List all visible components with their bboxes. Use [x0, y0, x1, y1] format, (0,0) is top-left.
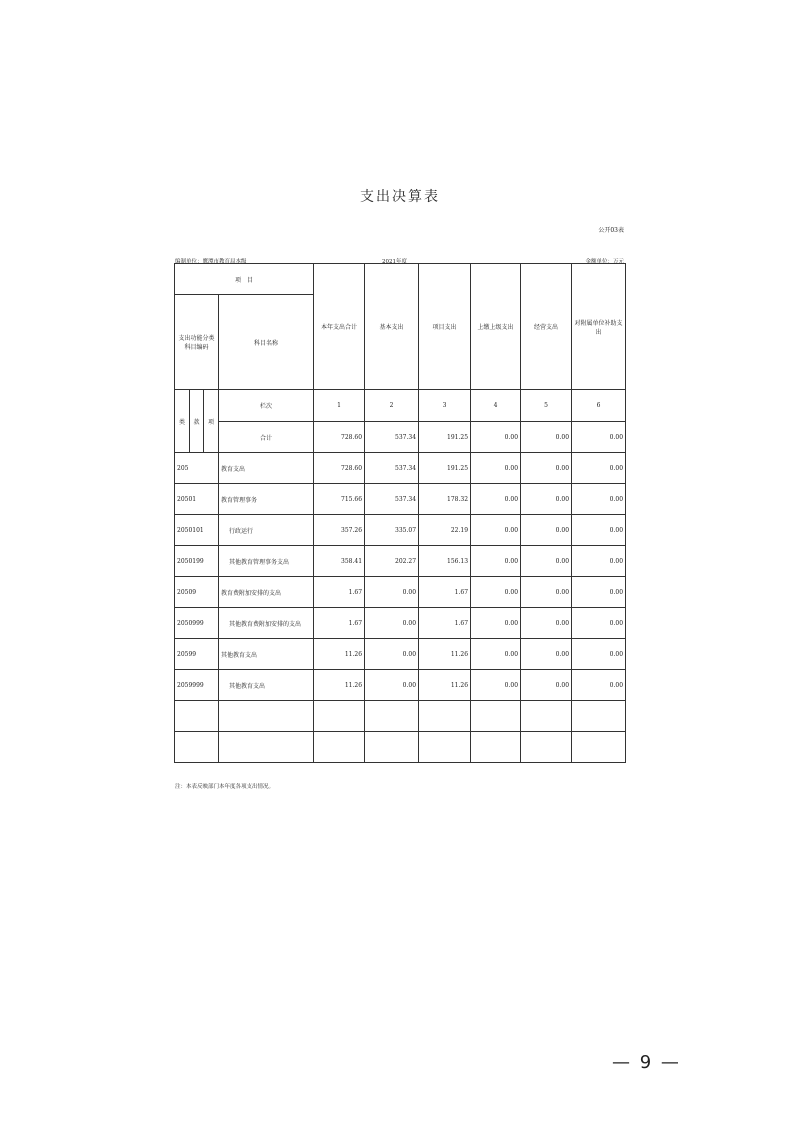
row-subsidy: 0.00	[572, 577, 626, 608]
empty-row	[175, 701, 626, 732]
row-upper: 0.00	[471, 484, 521, 515]
total-label: 合计	[219, 422, 314, 453]
fiscal-year: 2021年度	[382, 259, 407, 265]
page-number: — 9 —	[612, 1052, 681, 1073]
row-basic: 537.34	[365, 484, 419, 515]
row-subsidy: 0.00	[572, 546, 626, 577]
empty-cell	[572, 732, 626, 763]
row-code: 2050101	[175, 515, 219, 546]
money-unit: 金额单位：万元	[585, 259, 624, 265]
row-name: 教育支出	[219, 453, 314, 484]
row-upper: 0.00	[471, 453, 521, 484]
col-number-5: 5	[521, 390, 572, 422]
table-row	[175, 577, 626, 608]
row-project: 22.19	[419, 515, 471, 546]
header-total: 本年支出合计	[314, 264, 365, 390]
form-number: 公开03表	[598, 227, 624, 234]
header-basic: 基本支出	[365, 264, 419, 390]
empty-cell	[521, 732, 572, 763]
empty-cell	[175, 701, 219, 732]
row-business: 0.00	[521, 484, 572, 515]
row-total: 728.60	[314, 453, 365, 484]
header-lei: 类	[175, 390, 190, 453]
row-business: 0.00	[521, 608, 572, 639]
row-project: 178.32	[419, 484, 471, 515]
header-code: 支出功能分类科目编码	[175, 295, 219, 390]
header-kuan: 款	[190, 390, 204, 453]
empty-cell	[572, 701, 626, 732]
empty-cell	[314, 701, 365, 732]
empty-cell	[471, 701, 521, 732]
row-name: 行政运行	[219, 515, 314, 546]
row-name: 其他教育支出	[219, 670, 314, 701]
row-project: 1.67	[419, 608, 471, 639]
page-title: 支出决算表	[360, 189, 440, 205]
header-row-lanci	[175, 390, 626, 422]
empty-cell	[419, 732, 471, 763]
empty-cell	[521, 701, 572, 732]
header-business: 经营支出	[521, 264, 572, 390]
row-basic: 0.00	[365, 608, 419, 639]
empty-cell	[419, 701, 471, 732]
row-basic: 537.34	[365, 453, 419, 484]
row-business: 0.00	[521, 546, 572, 577]
row-code: 205	[175, 453, 219, 484]
row-project: 191.25	[419, 453, 471, 484]
row-upper: 0.00	[471, 639, 521, 670]
header-project-expense: 项目支出	[419, 264, 471, 390]
empty-cell	[365, 701, 419, 732]
row-name: 其他教育费附加安排的支出	[219, 608, 314, 639]
row-upper: 0.00	[471, 515, 521, 546]
row-total: 11.26	[314, 639, 365, 670]
row-code: 20501	[175, 484, 219, 515]
empty-cell	[175, 732, 219, 763]
total-subsidy: 0.00	[572, 422, 626, 453]
row-business: 0.00	[521, 577, 572, 608]
row-basic: 202.27	[365, 546, 419, 577]
total-basic: 537.34	[365, 422, 419, 453]
header-name: 科目名称	[219, 295, 314, 390]
empty-cell	[471, 732, 521, 763]
table-row	[175, 546, 626, 577]
row-total: 358.41	[314, 546, 365, 577]
row-subsidy: 0.00	[572, 608, 626, 639]
empty-cell	[219, 732, 314, 763]
row-project: 156.13	[419, 546, 471, 577]
header-xiang: 项	[204, 390, 219, 453]
row-code: 2050199	[175, 546, 219, 577]
col-number-2: 2	[365, 390, 419, 422]
row-subsidy: 0.00	[572, 484, 626, 515]
header-lanci: 栏次	[219, 390, 314, 422]
row-basic: 0.00	[365, 670, 419, 701]
row-code: 20509	[175, 577, 219, 608]
row-subsidy: 0.00	[572, 453, 626, 484]
row-basic: 0.00	[365, 639, 419, 670]
row-name: 其他教育支出	[219, 639, 314, 670]
col-number-3: 3	[419, 390, 471, 422]
row-total: 715.66	[314, 484, 365, 515]
header-row-project	[175, 264, 626, 295]
expenditure-table	[174, 263, 626, 763]
row-subsidy: 0.00	[572, 670, 626, 701]
row-name: 教育管理事务	[219, 484, 314, 515]
row-subsidy: 0.00	[572, 515, 626, 546]
table-row	[175, 639, 626, 670]
row-name: 教育费附加安排的支出	[219, 577, 314, 608]
row-basic: 0.00	[365, 577, 419, 608]
table-row	[175, 515, 626, 546]
table-row	[175, 453, 626, 484]
row-total: 357.26	[314, 515, 365, 546]
header-project: 项 目	[175, 264, 314, 295]
row-business: 0.00	[521, 515, 572, 546]
table-row	[175, 484, 626, 515]
row-name: 其他教育管理事务支出	[219, 546, 314, 577]
row-code: 20599	[175, 639, 219, 670]
row-total: 1.67	[314, 577, 365, 608]
total-upper: 0.00	[471, 422, 521, 453]
empty-cell	[219, 701, 314, 732]
row-basic: 335.07	[365, 515, 419, 546]
row-upper: 0.00	[471, 670, 521, 701]
row-upper: 0.00	[471, 546, 521, 577]
row-business: 0.00	[521, 639, 572, 670]
row-code: 2059999	[175, 670, 219, 701]
row-upper: 0.00	[471, 608, 521, 639]
header-subsidy: 对附属单位补助支出	[572, 264, 626, 390]
total-row	[175, 422, 626, 453]
row-project: 1.67	[419, 577, 471, 608]
empty-cell	[314, 732, 365, 763]
total-total: 728.60	[314, 422, 365, 453]
row-total: 1.67	[314, 608, 365, 639]
row-project: 11.26	[419, 670, 471, 701]
row-upper: 0.00	[471, 577, 521, 608]
header-upper: 上缴上级支出	[471, 264, 521, 390]
compiling-unit: 编制单位：鹰潭市教育局本级	[175, 259, 247, 265]
empty-row	[175, 732, 626, 763]
table-row	[175, 670, 626, 701]
table-note: 注：本表反映部门本年度各项支出情况。	[175, 784, 275, 790]
col-number-4: 4	[471, 390, 521, 422]
row-code: 2050999	[175, 608, 219, 639]
row-total: 11.26	[314, 670, 365, 701]
total-project: 191.25	[419, 422, 471, 453]
empty-cell	[365, 732, 419, 763]
table-row	[175, 608, 626, 639]
col-number-1: 1	[314, 390, 365, 422]
total-business: 0.00	[521, 422, 572, 453]
row-business: 0.00	[521, 453, 572, 484]
row-subsidy: 0.00	[572, 639, 626, 670]
row-business: 0.00	[521, 670, 572, 701]
col-number-6: 6	[572, 390, 626, 422]
row-project: 11.26	[419, 639, 471, 670]
